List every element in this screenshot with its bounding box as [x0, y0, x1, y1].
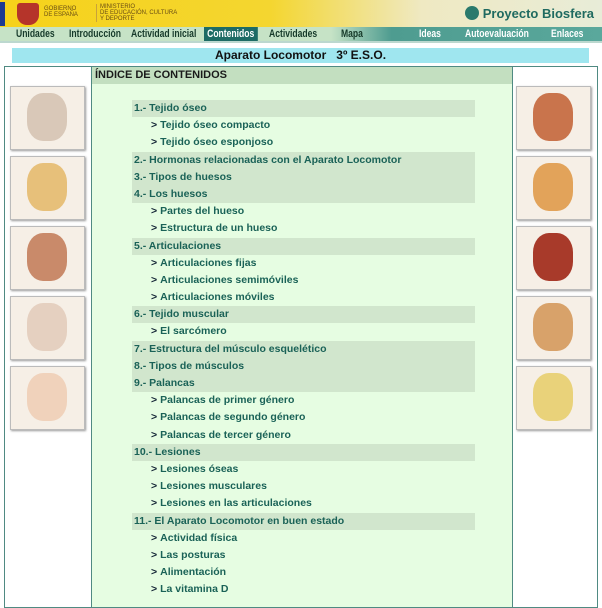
chevron-right-icon: >	[151, 291, 158, 304]
section-link[interactable]	[132, 238, 475, 255]
nav-actividad-inicial[interactable]: Actividad inicial	[131, 28, 197, 40]
illustration	[27, 233, 67, 281]
link-label: Articulaciones móviles	[160, 291, 275, 304]
chevron-right-icon: >	[151, 531, 158, 544]
illustration	[533, 233, 573, 281]
illustration	[27, 93, 67, 141]
link-label: Las posturas	[160, 548, 226, 561]
illustration	[27, 373, 67, 421]
link-label: 10.- Lesiones	[134, 445, 201, 458]
header-banner	[0, 0, 602, 27]
link-label: 7.- Estructura del músculo esquelético	[134, 342, 327, 355]
nav-introduccion[interactable]: Introducción	[69, 28, 121, 40]
subsection-link[interactable]	[132, 255, 475, 272]
link-label: Alimentación	[160, 566, 227, 579]
subsection-link[interactable]	[132, 409, 475, 426]
link-label: La vitamina D	[160, 583, 229, 596]
subsection-link[interactable]	[132, 117, 475, 134]
subsection-link[interactable]	[132, 220, 475, 237]
link-label: Lesiones musculares	[160, 480, 267, 493]
subsection-link[interactable]	[132, 289, 475, 306]
brand-logo[interactable]: Proyecto Biosfera	[465, 6, 594, 21]
link-label: 3.- Tipos de huesos	[134, 170, 232, 183]
chevron-right-icon: >	[151, 411, 158, 424]
section-link[interactable]	[132, 169, 475, 186]
skull-image[interactable]	[10, 86, 85, 150]
subsection-link[interactable]	[132, 427, 475, 444]
link-label: Estructura de un hueso	[160, 222, 278, 235]
globe-icon	[465, 6, 479, 20]
illustration	[27, 303, 67, 351]
link-label: Lesiones en las articulaciones	[160, 497, 312, 510]
skeleton-image[interactable]	[516, 366, 591, 430]
skull-front-image[interactable]	[10, 156, 85, 220]
illustration	[533, 93, 573, 141]
back-muscles-image[interactable]	[516, 86, 591, 150]
content-frame	[4, 66, 598, 608]
subsection-link[interactable]	[132, 495, 475, 512]
section-link[interactable]	[132, 358, 475, 375]
link-label: Articulaciones fijas	[160, 256, 257, 269]
nav-unidades[interactable]: Unidades	[16, 28, 55, 40]
section-link[interactable]	[132, 186, 475, 203]
index-list	[132, 100, 475, 598]
link-label: Articulaciones semimóviles	[160, 273, 299, 286]
chevron-right-icon: >	[151, 394, 158, 407]
chevron-right-icon: >	[151, 428, 158, 441]
nav-ideas[interactable]: Ideas	[419, 28, 441, 40]
illustration	[533, 373, 573, 421]
eu-flag-icon	[0, 2, 5, 26]
subsection-link[interactable]	[132, 478, 475, 495]
link-label: 8.- Tipos de músculos	[134, 359, 245, 372]
contents-index	[91, 67, 513, 607]
subsection-link[interactable]	[132, 530, 475, 547]
section-link[interactable]	[132, 444, 475, 461]
chevron-right-icon: >	[151, 566, 158, 579]
link-label: Partes del hueso	[160, 205, 245, 218]
illustration	[27, 163, 67, 211]
subsection-link[interactable]	[132, 203, 475, 220]
link-label: 2.- Hormonas relacionadas con el Aparato Locomotor	[134, 153, 402, 166]
chevron-right-icon: >	[151, 136, 158, 149]
chevron-right-icon: >	[151, 548, 158, 561]
chevron-right-icon: >	[151, 222, 158, 235]
chevron-right-icon: >	[151, 497, 158, 510]
link-label: 1.- Tejido óseo	[134, 102, 207, 114]
link-label: 11.- El Aparato Locomotor en buen estado	[134, 514, 345, 527]
page-title: Aparato Locomotor 3º E.S.O.	[12, 48, 589, 63]
section-link[interactable]	[132, 306, 475, 323]
chevron-right-icon: >	[151, 119, 158, 132]
link-label: Actividad física	[160, 531, 238, 544]
baby-image[interactable]	[10, 366, 85, 430]
government-label: GOBIERNO DE ESPAÑA	[44, 6, 78, 18]
nav-enlaces[interactable]: Enlaces	[551, 28, 584, 40]
chevron-right-icon: >	[151, 325, 158, 338]
coat-of-arms-icon	[17, 3, 39, 25]
subsection-link[interactable]	[132, 323, 475, 340]
link-label: Tejido óseo compacto	[160, 119, 271, 132]
subsection-link[interactable]	[132, 392, 475, 409]
chevron-right-icon: >	[151, 256, 158, 269]
rocking-horse-image[interactable]	[516, 226, 591, 290]
chevron-right-icon: >	[151, 205, 158, 218]
foot-bones-image[interactable]	[10, 296, 85, 360]
main-nav	[0, 27, 602, 43]
chevron-right-icon: >	[151, 462, 158, 475]
link-label: 5.- Articulaciones	[134, 239, 222, 252]
section-link[interactable]	[132, 100, 475, 117]
subsection-link[interactable]	[132, 581, 475, 598]
subsection-link[interactable]	[132, 461, 475, 478]
link-label: Tejido óseo esponjoso	[160, 136, 274, 149]
link-label: El sarcómero	[160, 325, 227, 338]
foot-image[interactable]	[516, 296, 591, 360]
nav-contenidos[interactable]: Contenidos	[204, 27, 257, 41]
subsection-link[interactable]	[132, 134, 475, 151]
link-label: 6.- Tejido muscular	[134, 308, 229, 321]
subsection-link[interactable]	[132, 547, 475, 564]
chevron-right-icon: >	[151, 480, 158, 493]
link-label: Palancas de primer género	[160, 394, 295, 407]
index-title: ÍNDICE DE CONTENIDOS	[92, 67, 512, 84]
section-link[interactable]	[132, 152, 475, 169]
section-link[interactable]	[132, 375, 475, 392]
illustration	[533, 163, 573, 211]
nav-mapa[interactable]: Mapa	[341, 28, 363, 40]
illustration	[533, 303, 573, 351]
link-label: 4.- Los huesos	[134, 187, 208, 200]
link-label: 9.- Palancas	[134, 377, 195, 389]
chevron-right-icon: >	[151, 583, 158, 596]
ministry-label: MINISTERIO DE EDUCACIÓN, CULTURA Y DEPORTE	[96, 4, 177, 22]
hand-image[interactable]	[10, 226, 85, 290]
link-label: Lesiones óseas	[160, 462, 239, 475]
section-link[interactable]	[132, 513, 475, 530]
nav-autoevaluacion[interactable]: Autoevaluación	[465, 28, 529, 40]
link-label: Palancas de tercer género	[160, 428, 291, 441]
nav-actividades[interactable]: Actividades	[269, 28, 318, 40]
subsection-link[interactable]	[132, 564, 475, 581]
section-link[interactable]	[132, 341, 475, 358]
arm-muscle-image[interactable]	[516, 156, 591, 220]
subsection-link[interactable]	[132, 272, 475, 289]
link-label: Palancas de segundo género	[160, 411, 306, 424]
chevron-right-icon: >	[151, 273, 158, 286]
